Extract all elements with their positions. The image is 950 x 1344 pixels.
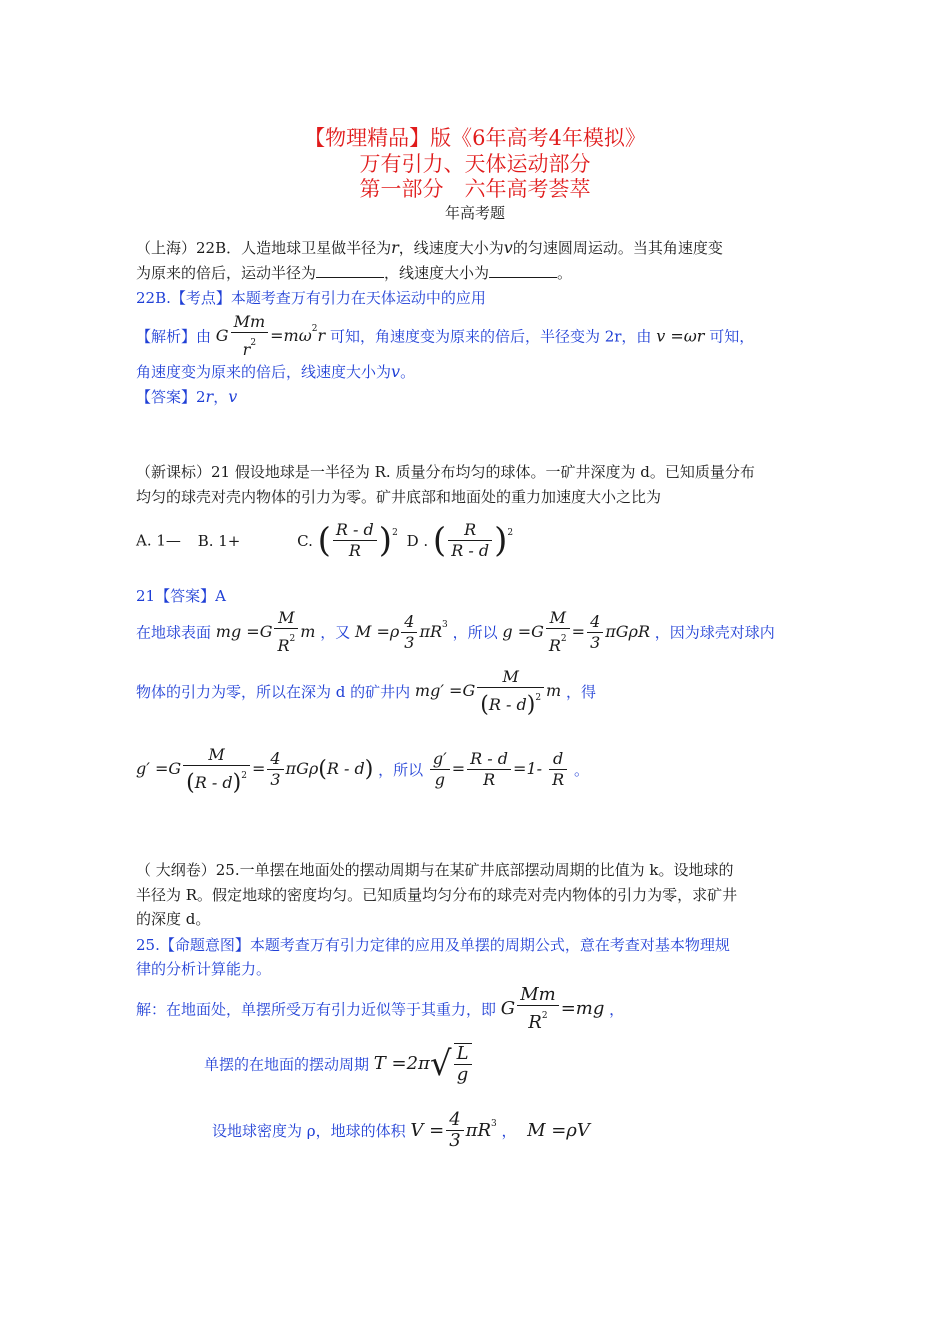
q1-jiexi-v: v: [391, 362, 401, 381]
q1-jiexi-line2-text: 角速度变为原来的倍后，线速度大小为: [136, 363, 392, 381]
q3-jie1a: 解：在地面处，单摆所受万有引力近似等于其重力，即: [136, 1000, 497, 1019]
q2-sol-line2: [136, 667, 596, 716]
q3-jie2: 单摆的在地面的摆动周期: [204, 1055, 370, 1074]
q1-blank-2[interactable]: [489, 265, 557, 278]
doc-title-line3: 第一部分 六年高考荟萃: [359, 177, 591, 201]
q1-line1: [136, 237, 723, 258]
q2-sol3a: ，所以: [378, 760, 424, 779]
q1-text-2c: 。: [557, 264, 573, 282]
q3-mingti-line1: 25.【命题意图】本题考查万有引力定律的应用及单摆的周期公式，意在考查对基本物理规: [136, 936, 730, 954]
q3-formula-gravity: G $\frac{Mm}{R^2}$ =mg: [500, 984, 605, 1033]
q1-jiexi-c: 可知，: [709, 327, 755, 346]
q2-option-d[interactable]: D .: [406, 531, 429, 550]
doc-subtitle: 年高考题: [444, 204, 505, 222]
q2-sol2a: 物体的引力为零，所以在深为 d 的矿井内: [136, 682, 411, 701]
q1-answer-r: r: [205, 387, 214, 406]
q1-text-b: ，线速度大小为: [398, 239, 504, 257]
q2-formula-mg-prime: mg′ =G $\frac{M}{(R - d)^2}$ m: [414, 667, 562, 718]
q3-jie-line2: [204, 1043, 474, 1085]
q1-jiexi-b: 可知，角速度变为原来的倍后，半径变为 2r，由: [329, 327, 652, 346]
q2-sol3b: 。: [573, 760, 589, 779]
q2-sol1a: 在地球表面: [136, 623, 212, 642]
doc-title-line1: 【物理精品】版《6年高考4年模拟》: [304, 126, 646, 150]
q3-jie-line3: [212, 1110, 590, 1151]
q3-jie-line1: [136, 985, 624, 1033]
q3-jie3a: 设地球密度为 ρ，地球的体积: [212, 1122, 406, 1140]
q2-formula-ratio: $\frac{g'}{g}$ = $\frac{R - d}{R}$ =1- $\frac{d}{R}$: [428, 759, 569, 778]
q2-sol1b: ，又: [320, 623, 351, 642]
q1-kaodian: 22B.【考点】本题考查万有引力在天体运动中的应用: [136, 289, 486, 307]
q1-text-a: （上海）22B．人造地球卫星做半径为: [136, 239, 392, 257]
doc-title-line2: 万有引力、天体运动部分: [359, 152, 591, 176]
q2-sol-line3: [136, 745, 589, 794]
q1-jiexi-line2: [136, 361, 415, 382]
q2-formula-g-prime: g′ =G $\frac{M}{(R - d)^2}$ = $\frac{4}{3}$ πGρ(R - d): [136, 745, 374, 796]
q3-formula-volume: V = $\frac{4}{3}$ $\pi R^3$: [410, 1109, 497, 1151]
q1-text-2b: ，线速度大小为: [384, 264, 490, 282]
q2-sol2b: ，得: [566, 682, 597, 701]
q1-answer-sep: ，: [213, 388, 229, 406]
q2-formula-g: g =G $\frac{M}{R^2}$ = $\frac{4}{3}$ πGρR: [502, 608, 650, 655]
q1-text-2a: 为原来的倍后，运动半径为: [136, 264, 317, 282]
q1-answer-v: v: [228, 387, 238, 406]
q1-jiexi-line1: [136, 312, 754, 360]
q3-formula-mass: M =ρV: [521, 1120, 590, 1141]
q3-formula-period: T =2π√ $\frac{L}{g}$: [374, 1053, 474, 1074]
q2-option-b[interactable]: B. 1+: [197, 531, 241, 550]
q1-var-v: v: [503, 238, 513, 257]
q2-formula-mg: mg =G $\frac{M}{R^2}$ m: [215, 608, 316, 655]
q2-option-d-formula: ( $\frac{R}{R - d}$ )$^2$: [432, 520, 514, 561]
q2-sol1c: ，所以: [452, 623, 498, 642]
q2-sol1d: ，因为球壳对球内: [654, 623, 775, 642]
q2-formula-M: M =ρ $\frac{4}{3}$ $\pi R^3$: [355, 611, 448, 652]
q2-line2: 均匀的球壳对壳内物体的引力为零。矿井底部和地面处的重力加速度大小之比为: [136, 488, 662, 506]
q1-line2: [136, 262, 572, 283]
q1-answer-label: 【答案】2: [136, 388, 206, 406]
q3-mingti-line2: 律的分析计算能力。: [136, 960, 272, 978]
q1-formula-2: v =ωr: [656, 326, 705, 346]
q2-options: [136, 520, 513, 561]
q2-line1: （新课标）21 假设地球是一半径为 R. 质量分布均匀的球体。一矿井深度为 d。已知质量分布: [136, 463, 755, 481]
q3-line1: （ 大纲卷）25.一单摆在地面处的摆动周期与在某矿井底部摆动周期的比值为 k。设地球的: [136, 861, 734, 879]
q1-jiexi-a: 【解析】由: [136, 327, 212, 346]
q1-blank-1[interactable]: [316, 265, 384, 278]
q1-answer: [136, 386, 237, 407]
q2-option-c-formula: ( $\frac{R - d}{R}$ )$^2$: [317, 520, 398, 561]
q3-jie3b: ，: [501, 1122, 517, 1140]
q1-text-c: 的匀速圆周运动。当其角速度变: [512, 239, 723, 257]
q3-line3: 的深度 d。: [136, 910, 211, 928]
q3-jie1b: ，: [609, 1000, 625, 1019]
q1-var-r: r: [391, 238, 399, 257]
q1-formula-1: G $\frac{Mm}{r^2}$ $=m\omega^2r$: [215, 312, 326, 359]
q2-sol-line1: [136, 608, 775, 656]
q3-line2: 半径为 R。假定地球的密度均匀。已知质量均匀分布的球壳对壳内物体的引力为零，求矿井: [136, 886, 738, 904]
q2-option-c[interactable]: C.: [297, 531, 313, 550]
q2-option-a[interactable]: A. 1—: [136, 531, 181, 550]
q1-jiexi-line2-end: 。: [400, 363, 416, 381]
q2-answer: 21【答案】A: [136, 587, 226, 605]
